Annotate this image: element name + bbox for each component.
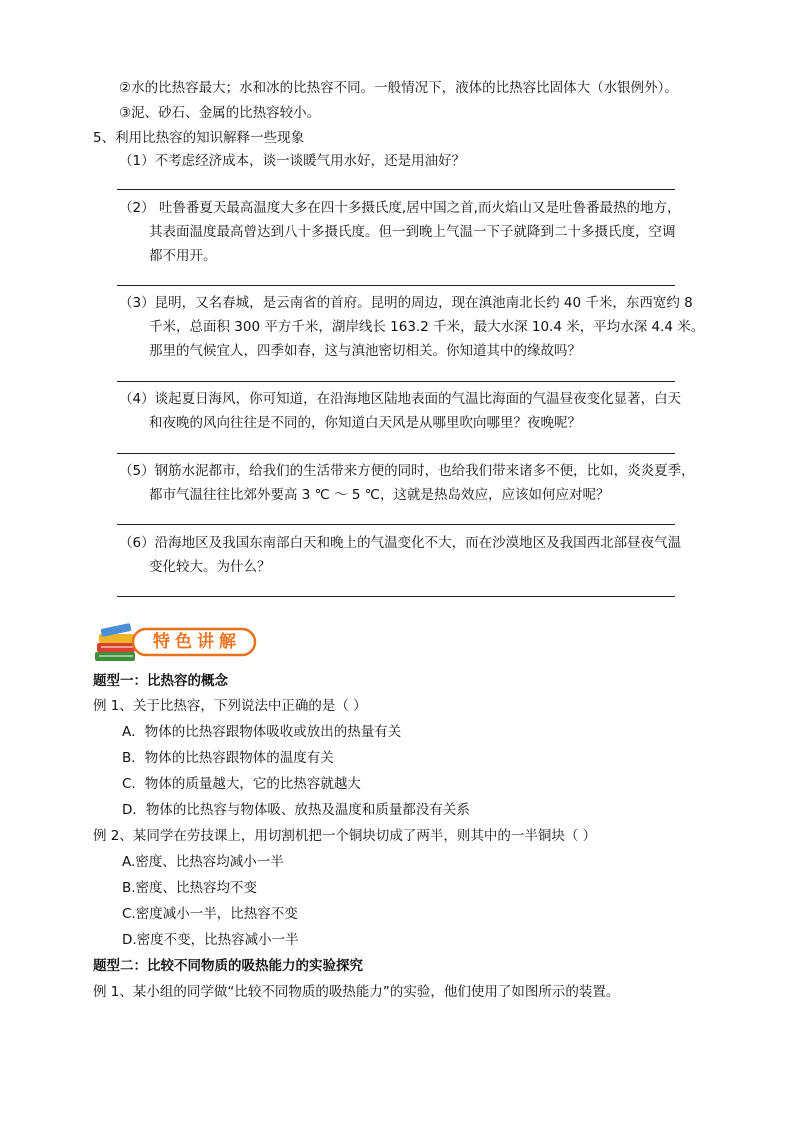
question-3-line: 千米，总面积 300 平方千米，湖岸线长 163.2 千米，最大水深 10.4 米，平均水深 4.4 米。 xyxy=(149,319,705,335)
feature-badge-text: 特色讲解 xyxy=(153,632,241,652)
question-5-line: （5）钢筋水泥都市，给我们的生活带来方便的同时，也给我们带来诸多不便，比如，炎炎夏季， xyxy=(119,463,695,479)
question-2 xyxy=(119,196,699,268)
answer-line-6 xyxy=(117,596,675,597)
answer-line-3 xyxy=(117,381,675,382)
question-2-line: 其表面温度最高曾达到八十多摄氏度。但一到晚上气温一下子就降到二十多摄氏度，空调 xyxy=(149,224,676,240)
note-water-heat-capacity: ②水的比热容最大；水和冰的比热容不同。一般情况下，液体的比热容比固体大（水银例外）。 xyxy=(119,80,678,96)
question-4 xyxy=(119,387,699,435)
example-2-stem: 例 2、某同学在劳技课上，用切割机把一个铜块切成了两半，则其中的一半铜块（ ） xyxy=(93,828,597,844)
question-3-line: 那里的气候宜人，四季如春，这与滇池密切相关。你知道其中的缘故吗？ xyxy=(149,343,581,359)
question-2-line: 都不用开。 xyxy=(149,248,217,264)
question-6-line: （6）沿海地区及我国东南部白天和晚上的气温变化不大，而在沙漠地区及我国西北部昼夜气温 xyxy=(119,535,682,551)
answer-line-5 xyxy=(117,524,675,525)
question-5-line: 都市气温往往比郊外要高 3 ℃ ～ 5 ℃，这就是热岛效应，应该如何应对呢？ xyxy=(149,487,610,503)
type2-title: 题型二：比较不同物质的吸热能力的实验探究 xyxy=(93,958,363,974)
example-1-option-b: B．物体的比热容跟物体的温度有关 xyxy=(122,750,334,766)
question-6 xyxy=(119,531,699,579)
example-2-option-c: C.密度减小一半，比热容不变 xyxy=(122,906,298,922)
answer-line-4 xyxy=(117,453,675,454)
example-1-option-a: A．物体的比热容跟物体吸收或放出的热量有关 xyxy=(122,724,402,740)
note-sand-metal: ③泥、砂石、金属的比热容较小。 xyxy=(119,105,321,121)
type2-example-1: 例 1、某小组的同学做“比较不同物质的吸热能力”的实验，他们使用了如图所示的装置。 xyxy=(93,984,620,1000)
example-2-option-d: D.密度不变，比热容减小一半 xyxy=(122,932,299,948)
answer-line-2 xyxy=(117,285,675,286)
question-6-line: 变化较大。为什么？ xyxy=(149,559,271,575)
type1-title: 题型一：比热容的概念 xyxy=(93,673,228,689)
question-2-line: （2） 吐鲁番夏天最高温度大多在四十多摄氏度,居中国之首,而火焰山又是吐鲁番最热的地方， xyxy=(119,200,681,216)
question-1: （1）不考虑经济成本，谈一谈暖气用水好，还是用油好？ xyxy=(119,153,466,169)
question-3 xyxy=(119,291,705,363)
feature-badge xyxy=(93,622,263,666)
answer-line-1 xyxy=(117,189,675,190)
example-1-stem: 例 1、关于比热容，下列说法中正确的是（ ） xyxy=(93,698,367,714)
question-4-line: 和夜晚的风向往往是不同的，你知道白天风是从哪里吹向哪里？夜晚呢？ xyxy=(149,415,581,431)
example-2-option-b: B.密度、比热容均不变 xyxy=(122,880,258,896)
question-3-line: （3）昆明，又名春城，是云南省的首府。昆明的周边，现在滇池南北长约 40 千米，东西宽约 8 xyxy=(119,295,693,311)
question-4-line: （4）谈起夏日海风，你可知道，在沿海地区陆地表面的气温比海面的气温昼夜变化显著，白天 xyxy=(119,391,682,407)
example-1-option-d: D．物体的比热容与物体吸、放热及温度和质量都没有关系 xyxy=(122,802,470,818)
section-title: 5、利用比热容的知识解释一些现象 xyxy=(93,130,305,146)
question-5 xyxy=(119,459,699,507)
example-1-option-c: C．物体的质量越大，它的比热容就越大 xyxy=(122,776,361,792)
example-2-option-a: A.密度、比热容均减小一半 xyxy=(122,854,284,870)
